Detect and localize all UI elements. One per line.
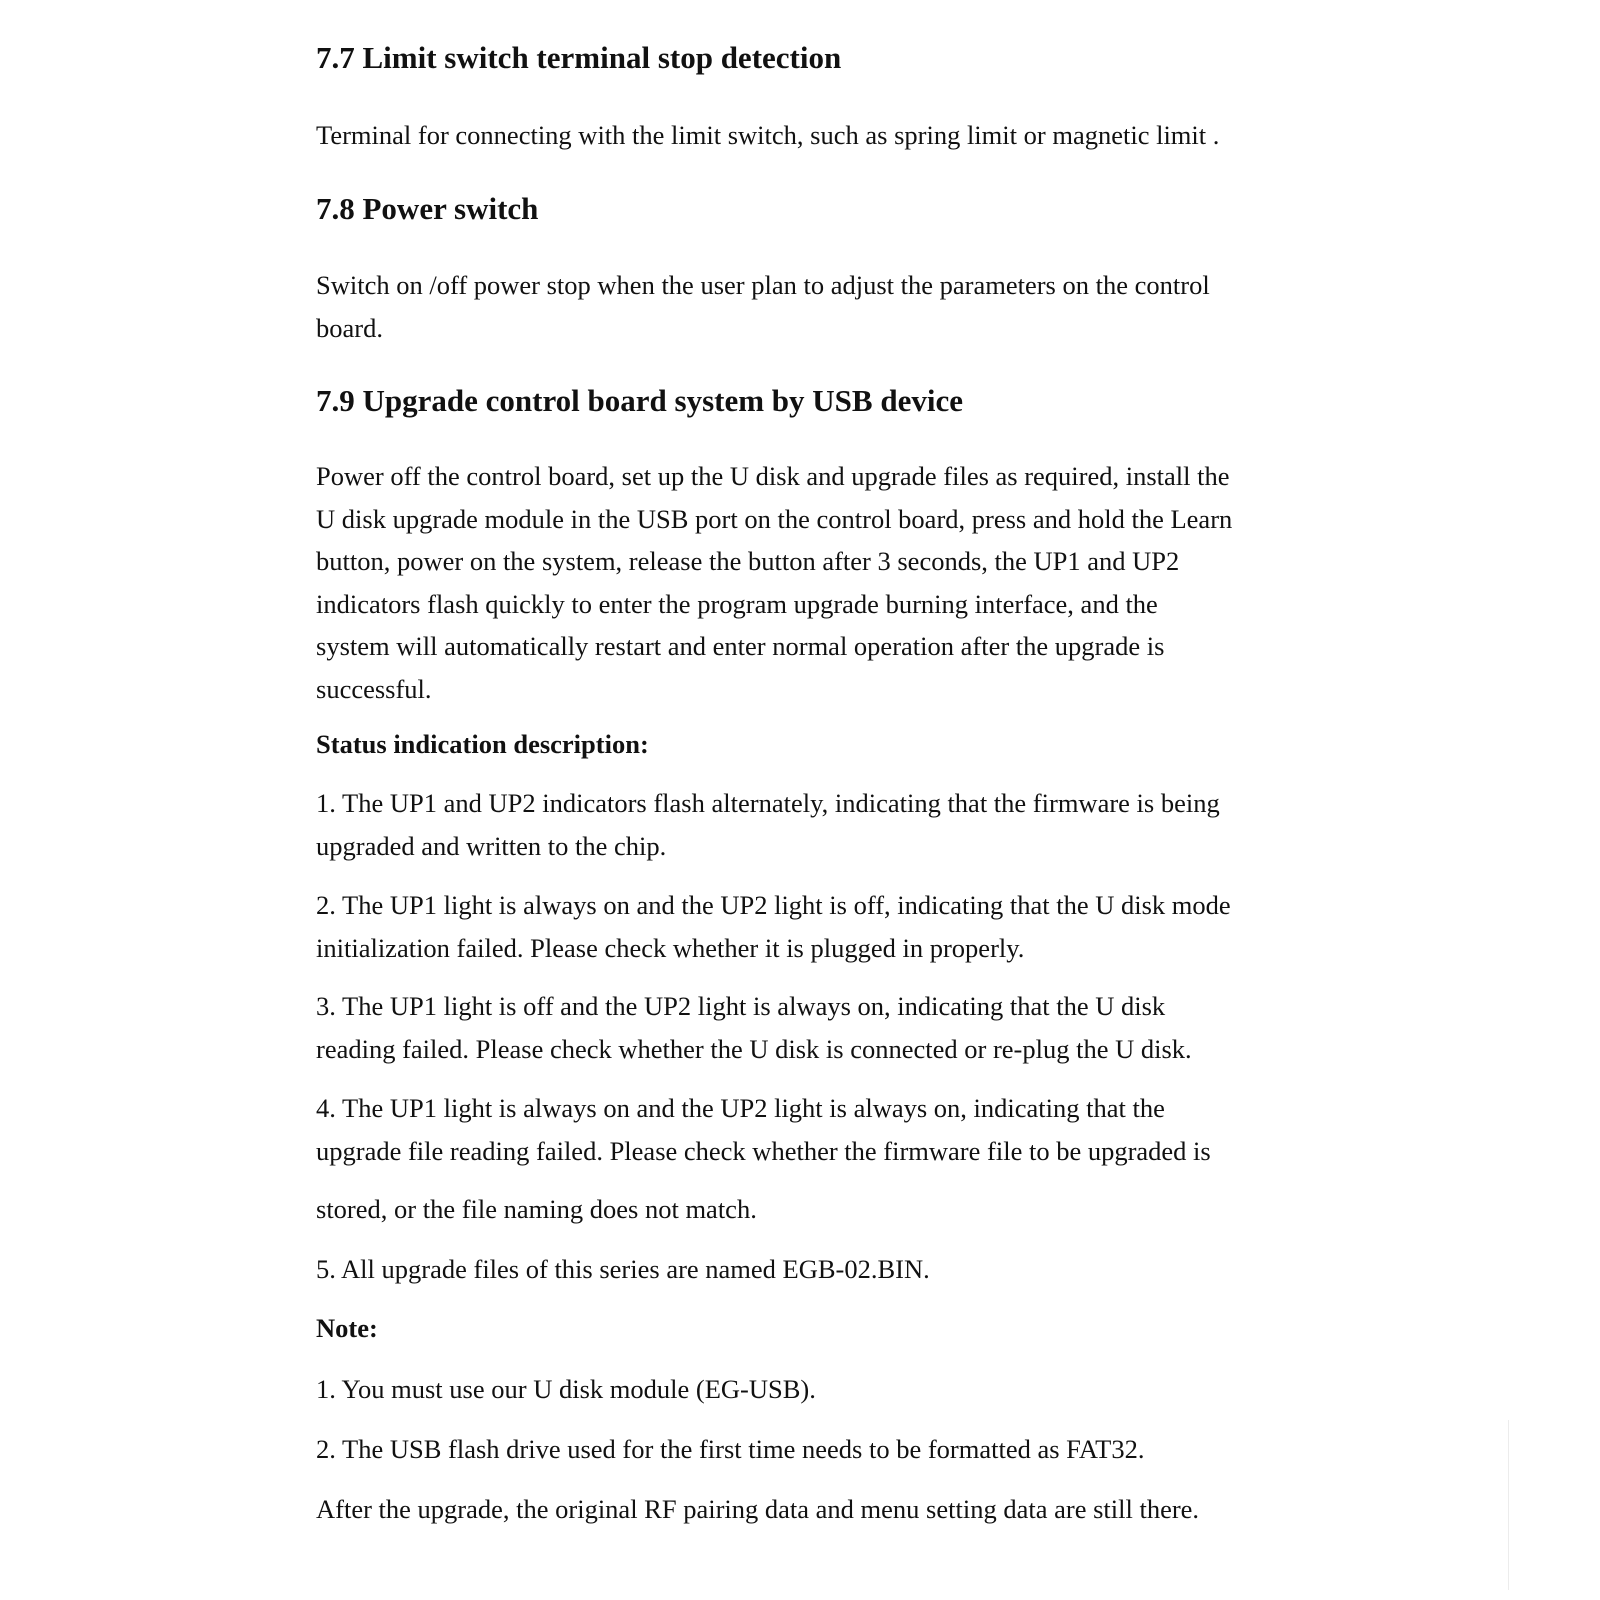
section-body-power-switch — [316, 264, 1306, 349]
paragraph-line: indicators flash quickly to enter the program upgrade burning interface, and the — [316, 588, 1158, 619]
paragraph-line: button, power on the system, release the button after 3 seconds, the UP1 and UP2 — [316, 546, 1180, 576]
paragraph-line: system will automatically restart and enter normal operation after the upgrade is — [316, 631, 1165, 661]
list-item-line: initialization failed. Please check whether it is plugged in properly. — [316, 932, 1025, 963]
section-body-usb-upgrade — [316, 455, 1306, 710]
list-item-line: 1. The UP1 and UP2 indicators flash alternately, indicating that the firmware is being — [316, 788, 1220, 818]
scan-edge-line — [1508, 1420, 1509, 1590]
status-item-4 — [316, 1087, 1306, 1172]
list-item-line: 2. The UP1 light is always on and the UP2 light is off, indicating that the U disk mode — [316, 890, 1231, 920]
status-item-5: 5. All upgrade files of this series are named EGB-02.BIN. — [316, 1254, 930, 1284]
paragraph-line: successful. — [316, 673, 432, 704]
list-item-line: upgraded and written to the chip. — [316, 830, 667, 861]
paragraph-line: Switch on /off power stop when the user plan to adjust the parameters on the control — [316, 270, 1210, 300]
status-item-4-continuation: stored, or the file naming does not match. — [316, 1194, 757, 1224]
status-item-2 — [316, 884, 1306, 969]
note-heading: Note: — [316, 1313, 378, 1343]
section-body-limit-switch: Terminal for connecting with the limit switch, such as spring limit or magnetic limit . — [316, 120, 1220, 150]
list-item-line: 3. The UP1 light is off and the UP2 light is always on, indicating that the U disk — [316, 991, 1166, 1021]
paragraph-line: Power off the control board, set up the U disk and upgrade files as required, install the — [316, 461, 1230, 491]
section-heading-power-switch: 7.8 Power switch — [316, 191, 539, 226]
status-item-3 — [316, 985, 1306, 1070]
status-item-1 — [316, 782, 1306, 867]
section-heading-limit-switch: 7.7 Limit switch terminal stop detection — [316, 40, 842, 75]
list-item-line: 4. The UP1 light is always on and the UP2 light is always on, indicating that the — [316, 1093, 1165, 1123]
list-item-line: reading failed. Please check whether the U disk is connected or re-plug the U disk. — [316, 1033, 1192, 1064]
section-heading-usb-upgrade: 7.9 Upgrade control board system by USB device — [316, 383, 963, 418]
status-heading: Status indication description: — [316, 729, 649, 759]
paragraph-line: U disk upgrade module in the USB port on the control board, press and hold the Learn — [316, 503, 1233, 534]
paragraph-line: board. — [316, 312, 383, 343]
note-item-2: 2. The USB flash drive used for the first time needs to be formatted as FAT32. — [316, 1434, 1145, 1464]
note-closing: After the upgrade, the original RF pairing data and menu setting data are still there. — [316, 1494, 1200, 1524]
document-page — [316, 0, 1306, 1600]
note-item-1: 1. You must use our U disk module (EG-USB). — [316, 1374, 816, 1404]
list-item-line: upgrade file reading failed. Please check whether the firmware file to be upgraded is — [316, 1135, 1211, 1166]
